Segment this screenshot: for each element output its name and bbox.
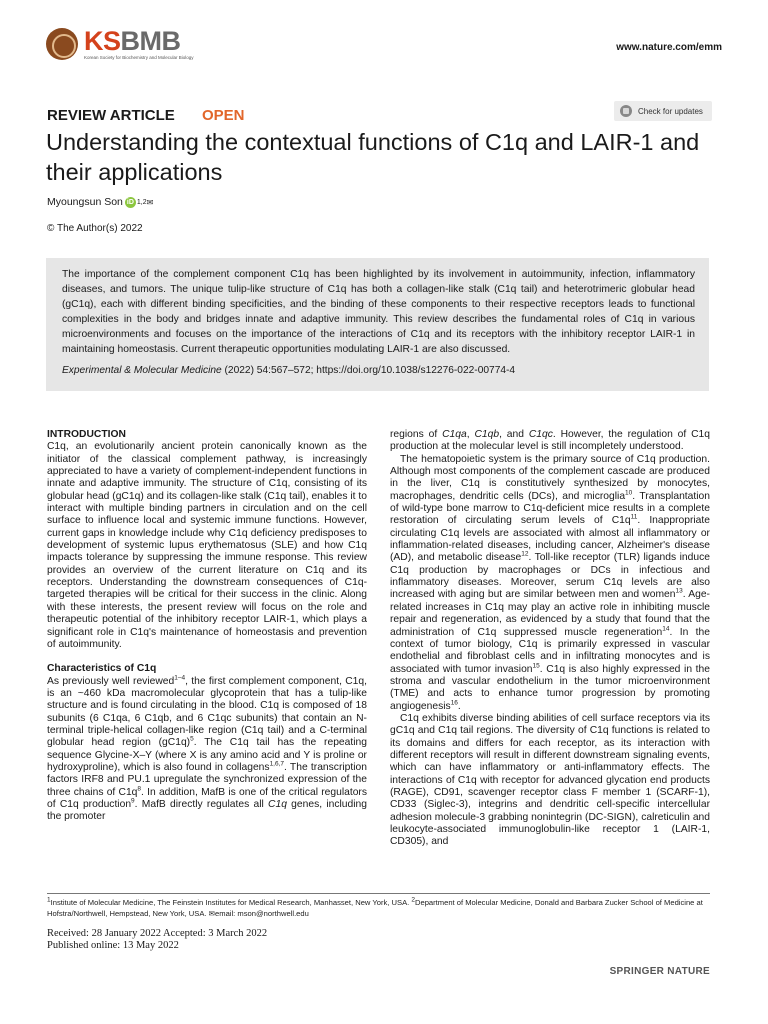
body-column-left	[47, 429, 367, 824]
citation-line	[62, 365, 515, 376]
reference-link[interactable]: 5	[190, 735, 194, 743]
author-name[interactable]: Myoungsun Son	[47, 196, 123, 208]
publisher-logo: SPRINGER NATURE	[609, 966, 710, 977]
abstract-text: The importance of the complement component C1q has been highlighted by its involvement in autoimmunity, infection, inflammatory diseases, and tumors. The unique tulip-like structure of C1q has both a collagen-like stalk (C1q tail) and heterotrimeric globular head (gC1q), each with different binding specificities, and the binding of these components to their respective receptors leads to functional complexities in the body and bridges innate and adaptive immunity. This review describes the fundamental roles of C1q in various microenvironments and focuses on the importance of the interactions of C1q and its receptors with the inhibitory receptor LAIR-1 in maintaining homeostasis. Current therapeutic opportunities modulating LAIR-1 are also discussed.	[62, 269, 695, 355]
affiliations-footnote: $^1$Institute of Molecular Medicine, The Feinstein Institutes for Medical Research, Manhasset, New York, USA. $^2$Department of Molecular Medicine, Donald and Barbara Zucker School of Medicine at Hofstra/Northwell, Hempstead, New York, USA. ✉email: mson@northwell.edu	[47, 896, 703, 918]
reference-link[interactable]: 1–4	[174, 674, 186, 682]
reference-link[interactable]: 15	[532, 662, 540, 670]
body-paragraph: The hematopoietic system is the primary source of C1q production. Although most components of the complement cascade are produced in the liver, C1q is constitutively synthesized by monocytes, macrophages, dendritic cells (DCs), and microglia$^{10}$. Transplantation of wild-type bone marrow to C1q-deficient mice results in a complete restoration of circulating serum levels of $C1q^{11}$. Inappropriate circulating C1q levels are associated with almost all inflammatory or inflammation-related diseases, including cancer, Alzheimer's disease (AD), and metabolic disease$^{12}$. Toll-like receptor (TLR) ligands induce C1q production by macrophages or DCs in infectious and inflammatory diseases. Moreover, serum C1q levels are also increased with aging but are similar between men and women$^{13}$. Age-related increases in C1q may play an active role in inhibiting muscle repair and regeneration, as evidenced by a study that found that the administration of C1q suppressed muscle regeneration$^{14}$. In the context of tumor biology, C1q is primarily expressed in vascular endothelial and fibroblast cells and in infiltrating monocytes and is associated with tumor invasion$^{15}$. C1q is also highly expressed in the stroma and vascular endothelium in the tumor microenvironment (TME) and acts to enhance tumor progression by promoting angiogenesis$^{16}$.	[390, 453, 711, 712]
reference-link[interactable]: 8	[137, 785, 142, 793]
reference-link[interactable]: 16	[450, 699, 458, 707]
author-line	[47, 196, 153, 208]
characteristics-paragraph: As previously well reviewed$^{1-4}$, the first complement component, C1q, is an ~460 kDa macromolecular glycoprotein that has a tulip-like structure and is found circulating in the blood. C1q is composed of 18 subunits (6 C1qa, 6 C1qb, and 6 C1qc subunits) that contain an N-terminal triple-helical collagen-like region (C1q tail) and a C-terminal globular head region $(gC1q)^5$. The C1q tail has the repeating sequence Glycine-X–Y (where X is any amino acid and Y is proline or hydroxyproline), which is also found in collagens$^{1,6,7}$. The transcription factors IRF8 and PU.1 upregulate the synchronized expression of the three chains of $C1q^8$. In addition, MafB is one of the critical regulators of C1q production$^9$. MafB directly regulates all C1q genes, including the promoter	[47, 674, 367, 823]
copyright-notice: © The Author(s) 2022	[47, 223, 143, 234]
email-icon[interactable]: ✉	[146, 197, 154, 207]
journal-logo	[46, 28, 194, 60]
footnote-divider	[47, 893, 710, 894]
reference-link[interactable]: 12	[521, 551, 529, 559]
open-access-label: OPEN	[202, 107, 245, 124]
author-affiliation-marks: 1,2	[136, 198, 147, 206]
abstract-box	[46, 258, 709, 391]
author-email-link[interactable]: email: mson@northwell.edu	[215, 909, 309, 918]
society-seal-icon	[46, 28, 78, 60]
reference-link[interactable]: 13	[675, 588, 683, 596]
citation-details[interactable]: (2022) 54:567–572; https://doi.org/10.1038/s12276-022-00774-4	[221, 365, 516, 376]
check-for-updates-button[interactable]: Check for updates	[614, 101, 712, 121]
logo-wordmark: KSBMB	[84, 26, 181, 56]
article-type-label: REVIEW ARTICLE	[47, 107, 175, 124]
reference-link[interactable]: 11	[630, 513, 638, 521]
journal-name: Experimental & Molecular Medicine	[62, 365, 222, 376]
body-paragraph: C1q exhibits diverse binding abilities of cell surface receptors via its gC1q and C1q tail regions. The diversity of C1q functions is related to its domains and differs for each receptor, as its interaction with different receptors will result in different downstream signaling events, which can have inflammatory or anti-inflammatory effects. The interactions of C1q with receptor for advanced glycation end products (RAGE), CD91, scavenger receptor class F member 1 (SCARF-1), CD33 (Siglec-3), integrins and dendritic cell-specific intercellular adhesion molecule-3 grabbing nonintegrin (DC-SIGN), calreticulin and leukocyte-associated immunoglobulin-like receptor 1 (LAIR-1, CD305), and	[390, 712, 710, 848]
article-dates	[47, 928, 267, 952]
reference-link[interactable]: 1,6,7	[269, 760, 285, 768]
crossmark-icon	[620, 105, 632, 117]
reference-link[interactable]: 14	[662, 625, 670, 633]
orcid-icon[interactable]: iD	[126, 198, 134, 206]
body-column-right	[390, 429, 710, 849]
section-heading-introduction: INTRODUCTION	[47, 429, 126, 440]
logo-subtitle: Korean Society for Biochemistry and Molecular Biology	[84, 55, 194, 60]
reference-link[interactable]: 10	[625, 489, 633, 497]
received-accepted-dates: Received: 28 January 2022 Accepted: 3 March 2022	[47, 928, 268, 939]
body-paragraph: regions of C1qa, C1qb, and C1qc. However, the regulation of C1q production at the molecular level is still incompletely understood.	[390, 429, 710, 453]
introduction-paragraph: C1q, an evolutionarily ancient protein canonically known as the initiator of the classical complement pathway, is increasingly appreciated to have a variety of complement-independent functions in innate and adaptive immunity. The structure of C1q, consisting of its globular head (gC1q) and its collagen-like stalk (C1q tail), enables it to interact with multiple binding partners in circulation and on the cell surface to influence local and systemic immune functions. However, current gaps in knowledge include why C1q deficiency predisposes to development of systemic lupus erythematosus (SLE) and how C1q impacts tolerance by suppressing the immune response. This review provides an overview of the current literature on C1q and its receptors. Understanding the downstream consequences of C1q-targeted therapies will be critical for their success in the clinic. Along with these interests, the present review will focus on the role and therapeutic potential of the inhibitory receptor LAIR-1, which plays a significant role in C1q's maintenance of homeostasis and prevention of autoimmunity.	[47, 441, 367, 650]
published-date: Published online: 13 May 2022	[47, 940, 179, 951]
email-icon: ✉	[208, 909, 216, 918]
journal-url-link[interactable]: www.nature.com/emm	[616, 42, 722, 53]
reference-link[interactable]: 9	[131, 797, 135, 805]
article-title: Understanding the contextual functions of C1q and LAIR-1 and their applications	[46, 129, 700, 185]
subsection-heading-characteristics: Characteristics of C1q	[47, 663, 157, 675]
